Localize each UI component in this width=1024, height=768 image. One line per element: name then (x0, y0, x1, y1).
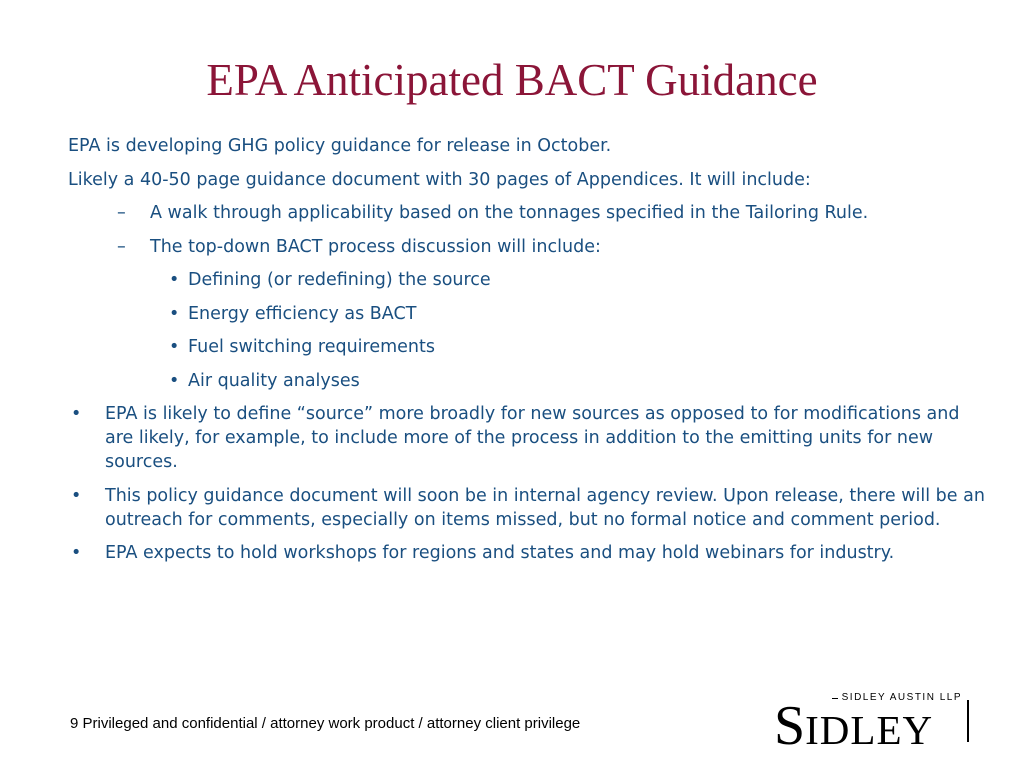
dash-list-item (68, 235, 988, 259)
bullet-item (68, 402, 988, 474)
bullet-marker: • (71, 485, 82, 506)
bullet-marker: • (169, 270, 180, 290)
sidley-logo (774, 692, 974, 757)
logo-firm-name: SIDLEY AUSTIN LLP (838, 692, 962, 703)
bullet-text: This policy guidance document will soon be in internal agency review. Upon release, there will be an outreach for comments, especially on items missed, but no formal notice and comment period. (105, 485, 985, 530)
bullet-text: EPA expects to hold workshops for regions and states and may hold webinars for industry. (105, 543, 895, 563)
logo-bar (967, 700, 969, 742)
slide-title: EPA Anticipated BACT Guidance (206, 55, 818, 105)
bullet-item (68, 484, 988, 532)
sub-bullet-text: Fuel switching requirements (188, 337, 435, 357)
bullet-marker: • (71, 543, 82, 563)
sub-bullet-item (68, 268, 988, 292)
dash-list-item (68, 201, 988, 225)
sub-bullet-item (68, 369, 988, 393)
logo-initial: S (774, 695, 806, 757)
logo-rest: IDLEY (805, 707, 934, 753)
bullet-marker: • (71, 404, 82, 424)
dash-item-text: The top-down BACT process discussion will include: (150, 236, 601, 257)
dash-item-text: A walk through applicability based on the tonnages specified in the Tailoring Rule. (150, 203, 869, 223)
sub-bullet-text: Energy efficiency as BACT (188, 303, 417, 324)
footer-text: 9 Privileged and confidential / attorney work product / attorney client privilege (70, 715, 581, 732)
sub-bullet-item (68, 302, 988, 326)
slide-body (68, 134, 988, 575)
bullet-marker: • (169, 337, 180, 357)
bullet-marker: • (169, 303, 180, 324)
dash-marker: – (117, 203, 126, 223)
sub-bullet-text: Defining (or redefining) the source (188, 270, 491, 290)
intro-paragraph: Likely a 40-50 page guidance document with 30 pages of Appendices. It will include: (68, 169, 811, 190)
bullet-marker: • (169, 370, 180, 391)
bullet-item (68, 541, 988, 565)
bullet-text: EPA is likely to define “source” more broadly for new sources as opposed to for modifications and are likely, for example, to include more of the process in addition to the emitting units for new sources. (105, 404, 960, 472)
sub-bullet-text: Air quality analyses (188, 370, 360, 391)
dash-marker: – (117, 236, 126, 257)
sub-bullet-item (68, 335, 988, 359)
intro-paragraph: EPA is developing GHG policy guidance for release in October. (68, 136, 612, 156)
